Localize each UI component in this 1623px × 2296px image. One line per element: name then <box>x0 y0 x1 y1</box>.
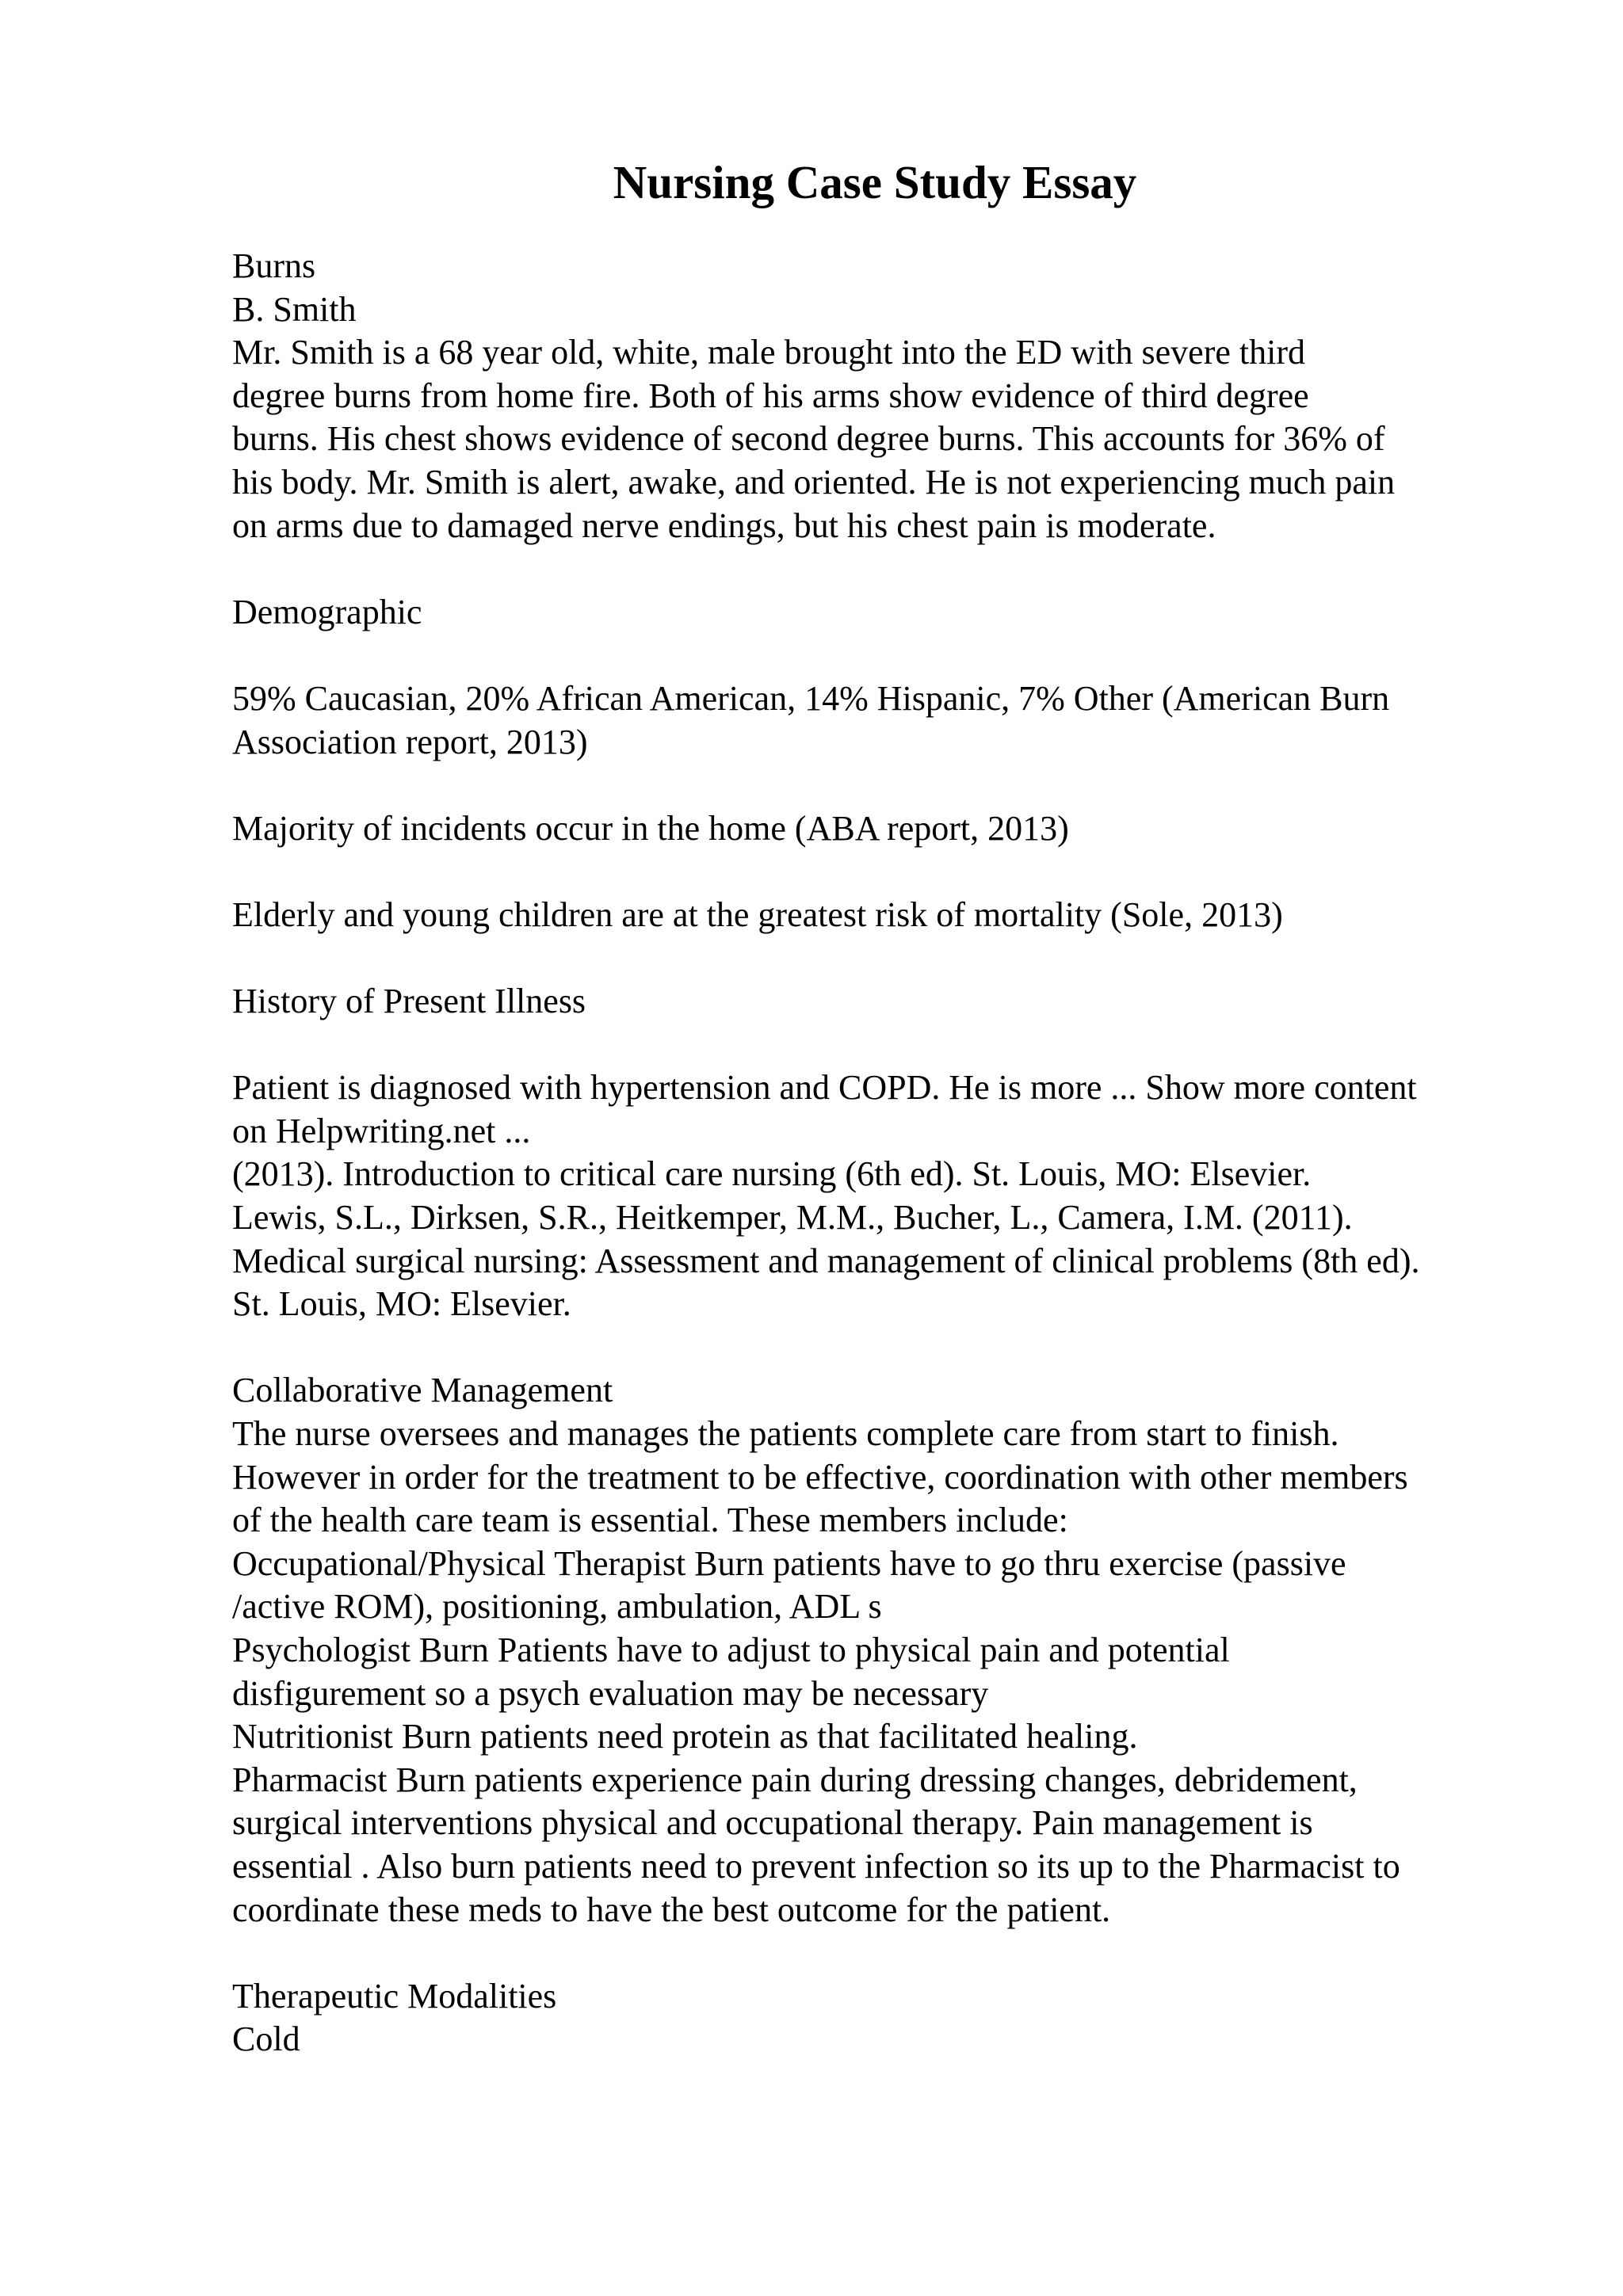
text-line: Psychologist Burn Patients have to adjust to physical pain and potential <box>232 1630 1230 1669</box>
text-line: St. Louis, MO: Elsevier. <box>232 1284 571 1324</box>
text-line <box>232 1326 1595 1370</box>
text-line: of the health care team is essential. These members include: <box>232 1501 1068 1540</box>
text-line: B. Smith <box>232 289 357 329</box>
text-line: Mr. Smith is a 68 year old, white, male brought into the ED with severe third <box>232 333 1305 372</box>
text-line: his body. Mr. Smith is alert, awake, and oriented. He is not experiencing much pain <box>232 462 1396 502</box>
text-line: Association report, 2013) <box>232 722 588 761</box>
text-line: disfigurement so a psych evaluation may be necessary <box>232 1673 989 1713</box>
text-line: Elderly and young children are at the greatest risk of mortality (Sole, 2013) <box>232 894 1283 934</box>
text-line: essential . Also burn patients need to prevent infection so its up to the Pharmacist to <box>232 1846 1400 1886</box>
text-line: on Helpwriting.net ... <box>232 1111 531 1150</box>
text-line <box>232 1932 1595 1975</box>
text-line <box>232 850 1595 894</box>
page-title: Nursing Case Study Essay <box>613 156 1137 208</box>
text-line: Demographic <box>232 592 422 631</box>
text-line: coordinate these meds to have the best outcome for the patient. <box>232 1890 1111 1929</box>
essay-body <box>232 245 1595 2061</box>
text-line: History of Present Illness <box>232 982 586 1021</box>
text-line: Therapeutic Modalities <box>232 1976 557 2016</box>
text-line: However in order for the treatment to be effective, coordination with other members <box>232 1457 1408 1497</box>
text-line: Medical surgical nursing: Assessment and management of clinical problems (8th ed). <box>232 1241 1420 1280</box>
text-line: degree burns from home fire. Both of his arms show evidence of third degree <box>232 376 1309 415</box>
text-line: Nutritionist Burn patients need protein as that facilitated healing. <box>232 1717 1138 1756</box>
text-line <box>232 634 1595 677</box>
text-line: Patient is diagnosed with hypertension and COPD. He is more ... Show more content <box>232 1068 1417 1108</box>
text-line: The nurse oversees and manages the patients complete care from start to finish. <box>232 1414 1339 1454</box>
text-line: Pharmacist Burn patients experience pain during dressing changes, debridement, <box>232 1760 1358 1799</box>
text-line: Majority of incidents occur in the home (ABA report, 2013) <box>232 808 1069 848</box>
text-line: Burns <box>232 246 316 285</box>
text-line: Cold <box>232 2019 300 2059</box>
text-line <box>232 764 1595 807</box>
text-line: on arms due to damaged nerve endings, but his chest pain is moderate. <box>232 505 1216 545</box>
text-line: 59% Caucasian, 20% African American, 14% Hispanic, 7% Other (American Burn <box>232 678 1390 718</box>
text-line: burns. His chest shows evidence of second degree burns. This accounts for 36% of <box>232 419 1385 459</box>
text-line: surgical interventions physical and occupational therapy. Pain management is <box>232 1803 1313 1843</box>
text-line: (2013). Introduction to critical care nursing (6th ed). St. Louis, MO: Elsevier. <box>232 1154 1312 1194</box>
text-line: Collaborative Management <box>232 1371 613 1410</box>
text-line: /active ROM), positioning, ambulation, ADL s <box>232 1587 882 1627</box>
text-line <box>232 937 1595 981</box>
text-line: Occupational/Physical Therapist Burn patients have to go thru exercise (passive <box>232 1543 1346 1583</box>
text-line <box>232 547 1595 591</box>
text-line <box>232 1024 1595 1067</box>
text-line: Lewis, S.L., Dirksen, S.R., Heitkemper, M.M., Bucher, L., Camera, I.M. (2011). <box>232 1198 1353 1238</box>
